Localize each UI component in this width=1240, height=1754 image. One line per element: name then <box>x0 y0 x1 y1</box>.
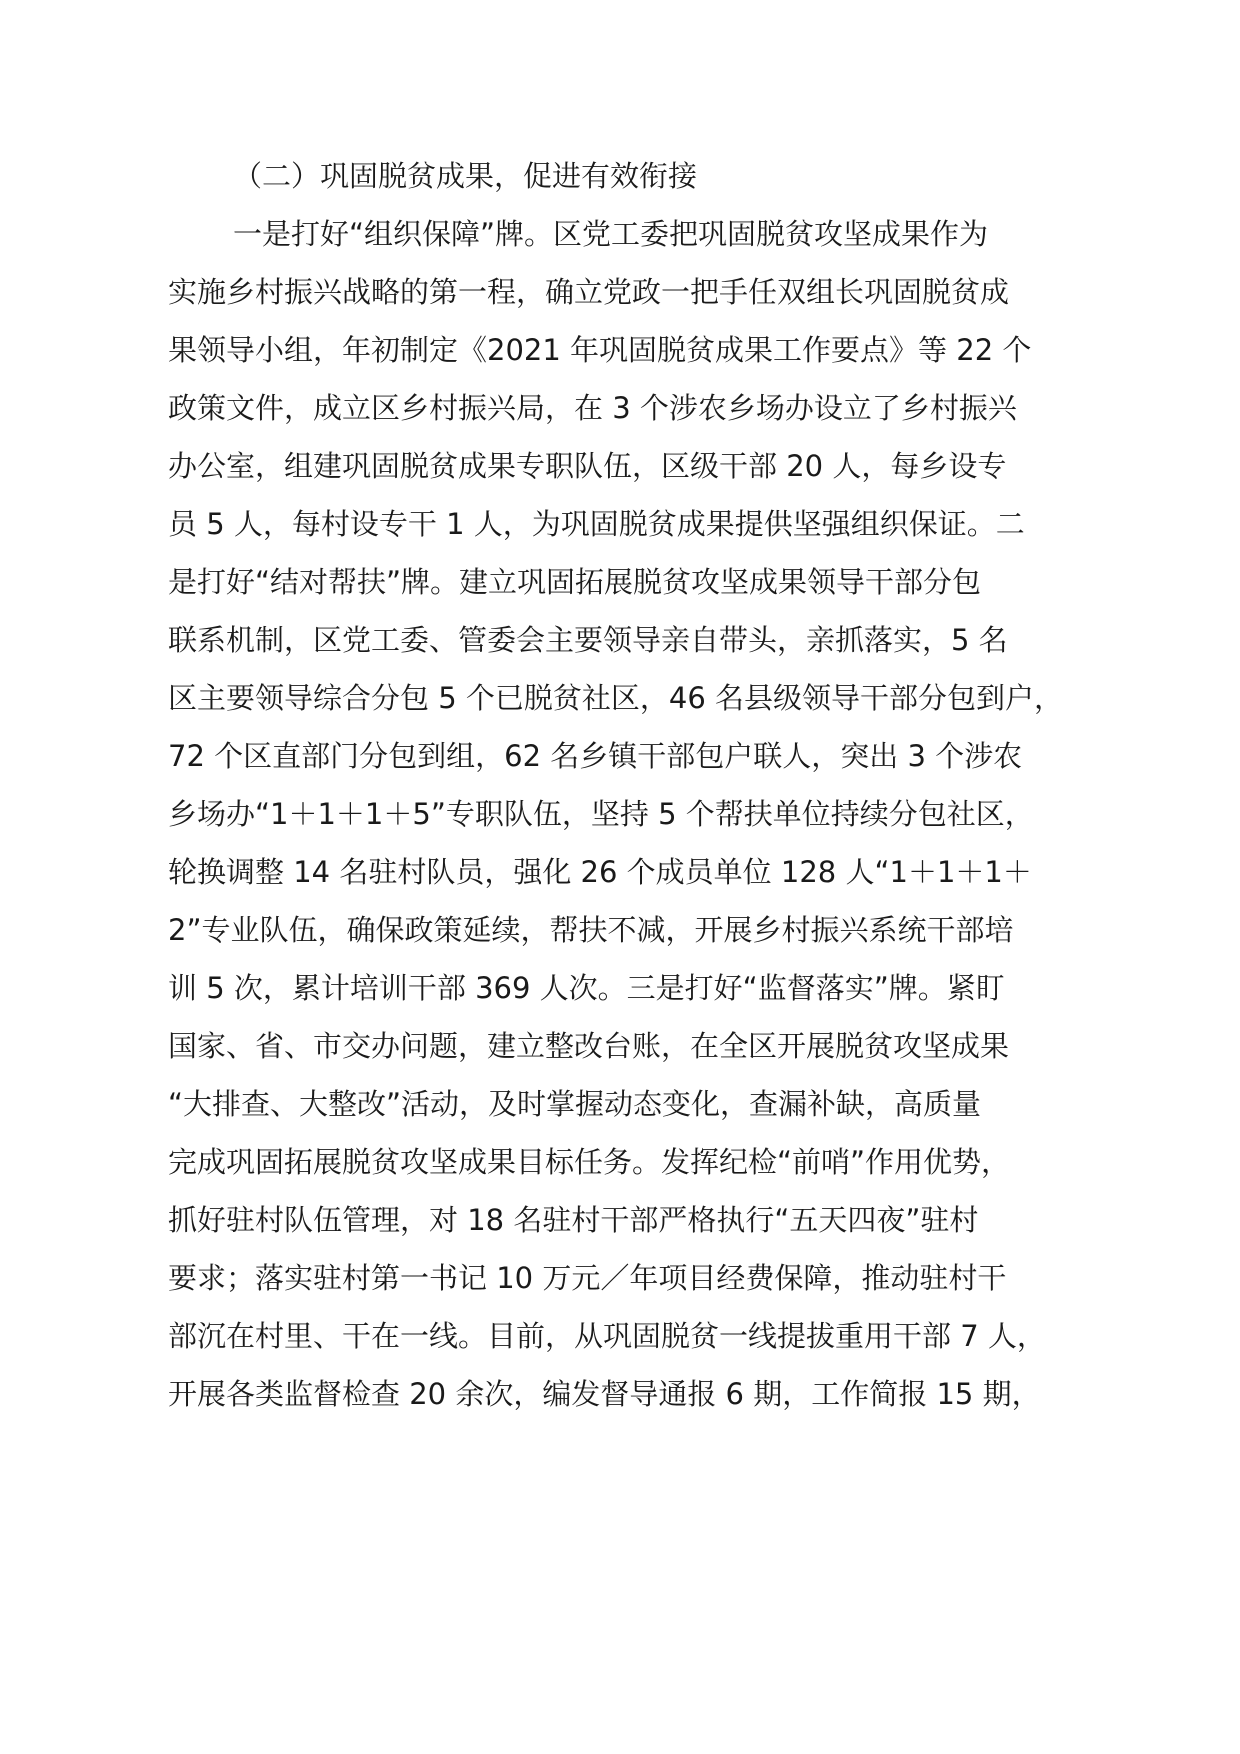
paragraph-line: 轮换调整 14 名驻村队员，强化 26 个成员单位 128 人“1＋1＋1＋ <box>168 855 1032 889</box>
paragraph-line: 抓好驻村队伍管理，对 18 名驻村干部严格执行“五天四夜”驻村 <box>168 1203 979 1237</box>
paragraph-line: 乡场办“1＋1＋1＋5”专职队伍，坚持 5 个帮扶单位持续分包社区， <box>168 797 1034 831</box>
paragraph-line: 开展各类监督检查 20 余次，编发督导通报 6 期，工作简报 15 期， <box>168 1377 1041 1411</box>
paragraph-line: 是打好“结对帮扶”牌。建立巩固拓展脱贫攻坚成果领导干部分包 <box>168 565 982 599</box>
paragraph-line: 区主要领导综合分包 5 个已脱贫社区，46 名县级领导干部分包到户， <box>168 681 1064 715</box>
paragraph-line: 2”专业队伍，确保政策延续，帮扶不减，开展乡村振兴系统干部培 <box>168 913 1014 947</box>
paragraph-line: 实施乡村振兴战略的第一程，确立党政一把手任双组长巩固脱贫成 <box>168 275 1010 309</box>
paragraph-line: 要求；落实驻村第一书记 10 万元／年项目经费保障，推动驻村干 <box>168 1261 1007 1295</box>
paragraph-line: 办公室，组建巩固脱贫成果专职队伍，区级干部 20 人，每乡设专 <box>168 449 1007 483</box>
paragraph-line: 完成巩固拓展脱贫攻坚成果目标任务。发挥纪检“前哨”作用优势， <box>168 1145 1011 1179</box>
paragraph-line: 72 个区直部门分包到组，62 名乡镇干部包户联人，突出 3 个涉农 <box>168 739 1023 773</box>
paragraph-line: 果领导小组，年初制定《2021 年巩固脱贫成果工作要点》等 22 个 <box>168 333 1032 367</box>
paragraph-line: 联系机制，区党工委、管委会主要领导亲自带头，亲抓落实，5 名 <box>168 623 1008 657</box>
paragraph-line: 部沉在村里、干在一线。目前，从巩固脱贫一线提拔重用干部 7 人， <box>168 1319 1046 1353</box>
paragraph-line: 国家、省、市交办问题，建立整改台账，在全区开展脱贫攻坚成果 <box>168 1029 1010 1063</box>
paragraph-line: 一是打好“组织保障”牌。区党工委把巩固脱贫攻坚成果作为 <box>233 217 989 251</box>
section-heading: （二）巩固脱贫成果，促进有效衔接 <box>233 159 698 193</box>
paragraph-line: 训 5 次，累计培训干部 369 人次。三是打好“监督落实”牌。紧盯 <box>168 971 1005 1005</box>
paragraph-line: 政策文件，成立区乡村振兴局，在 3 个涉农乡场办设立了乡村振兴 <box>168 391 1017 425</box>
paragraph-line: “大排查、大整改”活动，及时掌握动态变化，查漏补缺，高质量 <box>168 1087 982 1121</box>
paragraph-line: 员 5 人，每村设专干 1 人，为巩固脱贫成果提供坚强组织保证。二 <box>168 507 1025 541</box>
